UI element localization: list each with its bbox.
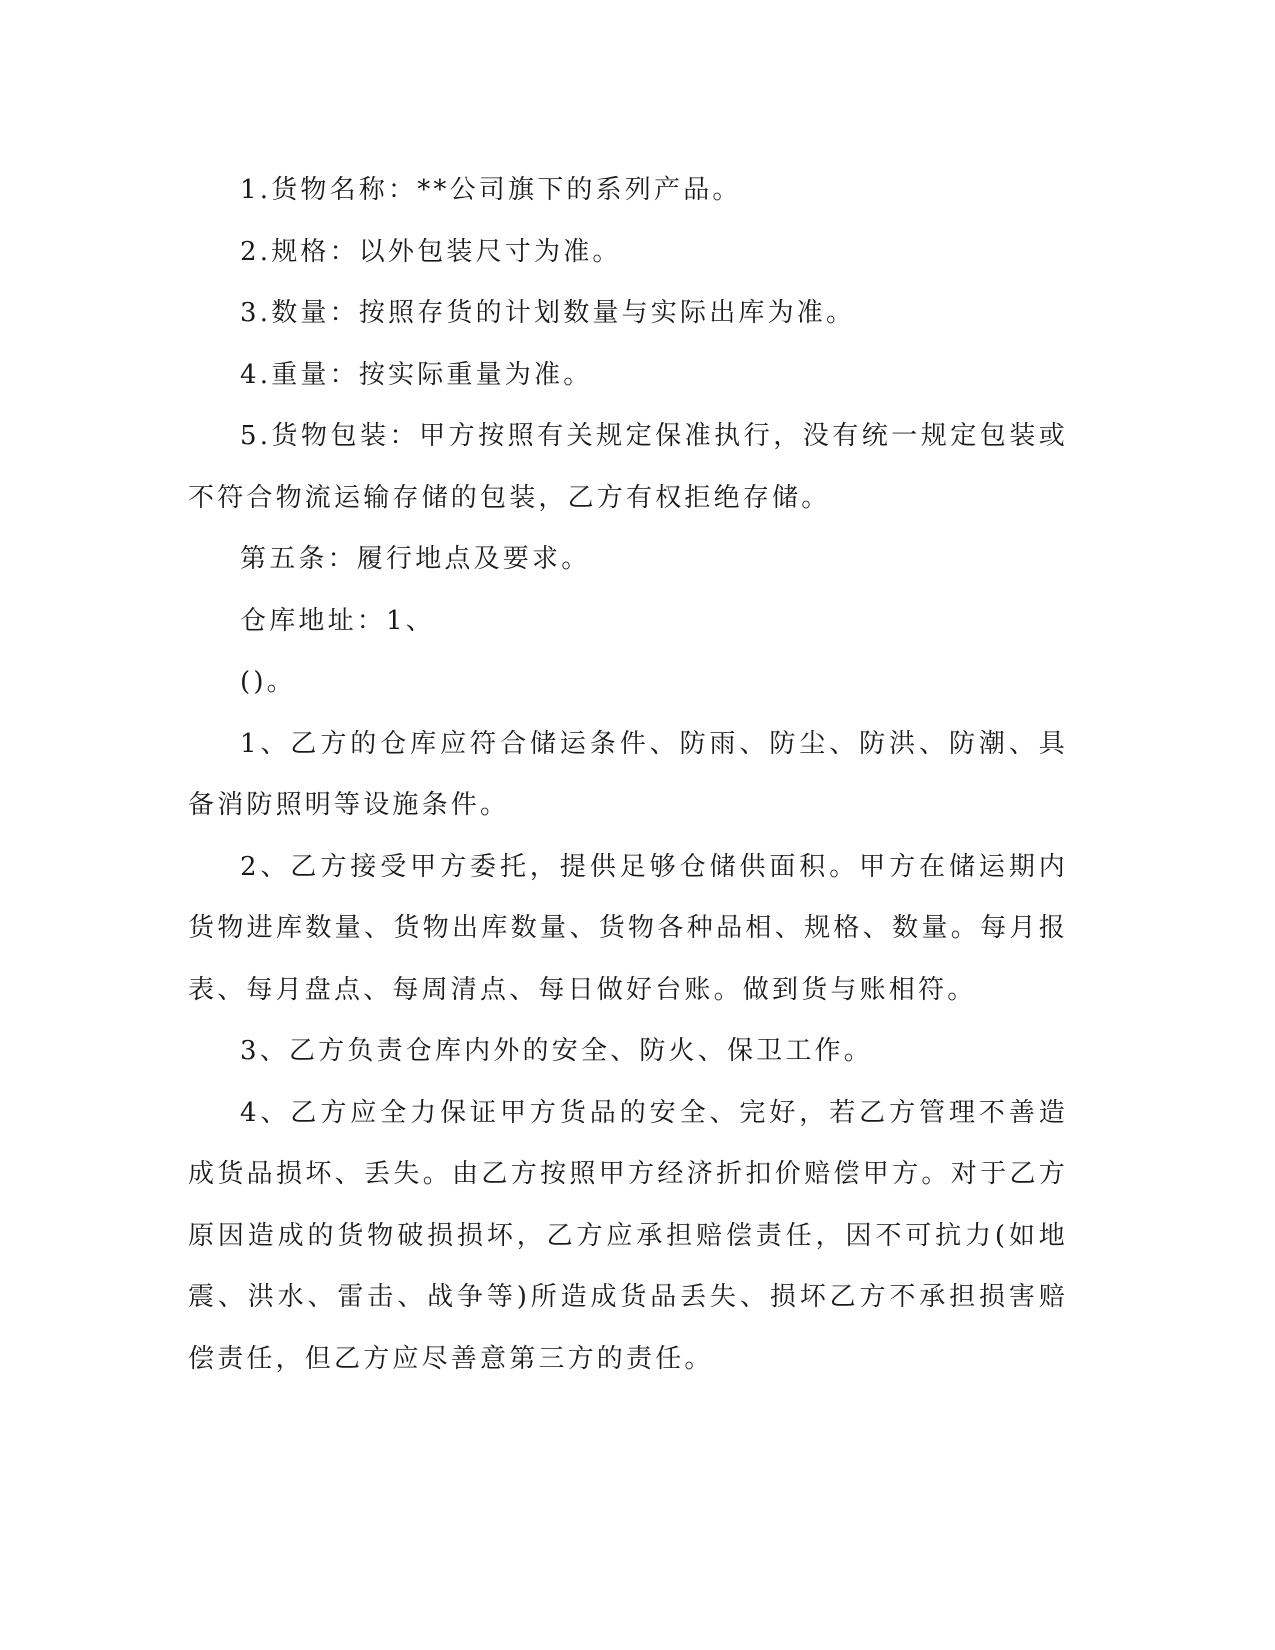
paragraph-requirement-4: 4、乙方应全力保证甲方货品的安全、完好，若乙方管理不善造成货品损坏、丢失。由乙方按照甲方经济折扣价赔偿甲方。对于乙方原因造成的货物破损损坏，乙方应承担赔偿责任，因不可抗力(如地震、洪水、雷击、战争等)所造成货品丢失、损坏乙方不承担损害赔偿责任，但乙方应尽善意第三方的责任。 [188,1097,1068,1374]
paragraph-quantity: 3.数量：按照存货的计划数量与实际出库为准。 [240,298,856,328]
paragraph-address-blank: ()。 [240,667,296,697]
paragraph-warehouse-address: 仓库地址：1、 [240,605,435,636]
paragraph-requirement-1: 1、乙方的仓库应符合储运条件、防雨、防尘、防洪、防潮、具备消防照明等设施条件。 [188,728,1068,820]
document-body [188,160,1068,1390]
paragraph-packaging: 5.货物包装：甲方按照有关规定保准执行，没有统一规定包装或不符合物流运输存储的包装，乙方有权拒绝存储。 [188,421,1068,513]
paragraph-weight: 4.重量：按实际重量为准。 [240,359,593,390]
paragraph-requirement-3: 3、乙方负责仓库内外的安全、防火、保卫工作。 [240,1036,873,1066]
paragraph-specification: 2.规格：以外包装尺寸为准。 [240,236,622,267]
paragraph-goods-name: 1.货物名称：**公司旗下的系列产品。 [240,175,742,205]
paragraph-requirement-2: 2、乙方接受甲方委托，提供足够仓储供面积。甲方在储运期内货物进库数量、货物出库数量、货物各种品相、规格、数量。每月报表、每月盘点、每周清点、每日做好台账。做到货与账相符。 [188,851,1068,1005]
article-five-heading: 第五条：履行地点及要求。 [240,544,591,574]
